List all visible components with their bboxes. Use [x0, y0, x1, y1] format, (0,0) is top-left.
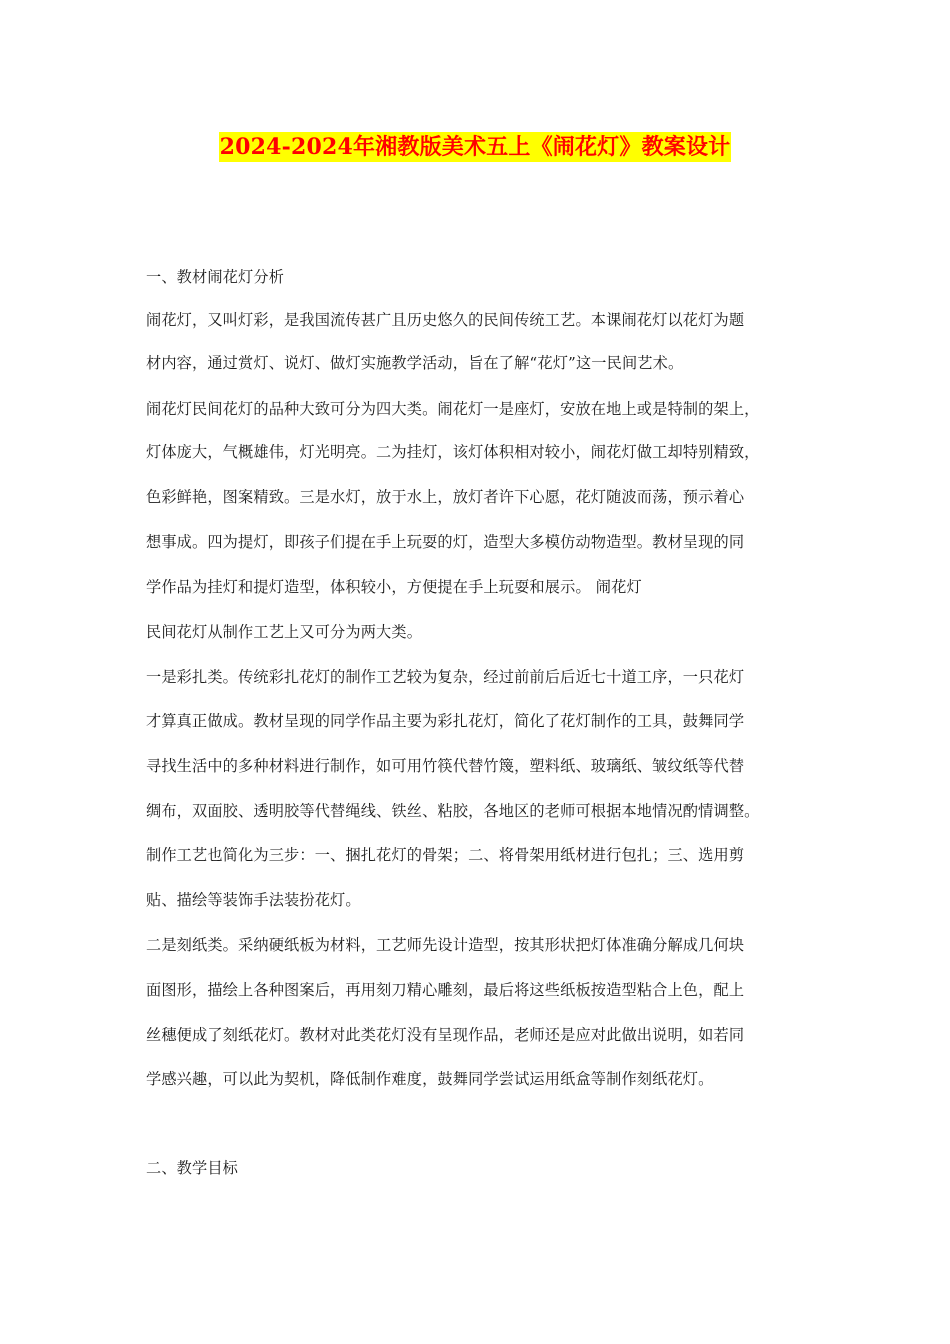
paragraph-line: 民间花灯从制作工艺上又可分为两大类。	[146, 623, 423, 641]
paragraph-line: 想事成。四为提灯，即孩子们提在手上玩耍的灯，造型大多模仿动物造型。教材呈现的同	[146, 533, 745, 551]
paragraph-line: 一是彩扎类。传统彩扎花灯的制作工艺较为复杂，经过前前后后近七十道工序，一只花灯	[146, 668, 745, 686]
paragraph-line: 灯体庞大，气概雄伟，灯光明亮。二为挂灯，该灯体积相对较小，闹花灯做工却特别精致，	[146, 443, 760, 461]
paragraph-line: 色彩鲜艳，图案精致。三是水灯，放于水上，放灯者许下心愿，花灯随波而荡，预示着心	[146, 488, 745, 506]
paragraph-line: 闹花灯，又叫灯彩，是我国流传甚广且历史悠久的民间传统工艺。本课闹花灯以花灯为题	[146, 311, 745, 329]
paragraph-line: 才算真正做成。教材呈现的同学作品主要为彩扎花灯，简化了花灯制作的工具，鼓舞同学	[146, 712, 745, 730]
paragraph-line: 贴、描绘等装饰手法装扮花灯。	[146, 891, 361, 909]
paragraph-line: 闹花灯民间花灯的品种大致可分为四大类。闹花灯一是座灯，安放在地上或是特制的架上，	[146, 400, 760, 418]
paragraph-line: 制作工艺也简化为三步：一、捆扎花灯的骨架；二、将骨架用纸材进行包扎；三、选用剪	[146, 846, 745, 864]
paragraph-line: 学作品为挂灯和提灯造型，体积较小，方便提在手上玩耍和展示。 闹花灯	[146, 578, 642, 596]
paragraph-line: 学感兴趣，可以此为契机，降低制作难度，鼓舞同学尝试运用纸盒等制作刻纸花灯。	[146, 1070, 714, 1088]
paragraph-line: 绸布，双面胶、透明胶等代替绳线、铁丝、粘胶，各地区的老师可根据本地情况酌情调整。	[146, 802, 760, 820]
paragraph-line: 面图形，描绘上各种图案后，再用刻刀精心雕刻，最后将这些纸板按造型粘合上色，配上	[146, 981, 745, 999]
paragraph-line: 二是刻纸类。采纳硬纸板为材料，工艺师先设计造型，按其形状把灯体准确分解成几何块	[146, 936, 745, 954]
paragraph-line: 材内容，通过赏灯、说灯、做灯实施教学活动，旨在了解“花灯”这一民间艺术。	[146, 354, 684, 372]
section-heading: 二、教学目标	[146, 1159, 239, 1177]
title-container	[0, 132, 950, 162]
paragraph-line: 丝穗便成了刻纸花灯。教材对此类花灯没有呈现作品，老师还是应对此做出说明，如若同	[146, 1026, 745, 1044]
document-title: 2024-2024年湘教版美术五上《闹花灯》教案设计	[219, 134, 731, 160]
section-heading: 一、教材闹花灯分析	[146, 268, 285, 286]
paragraph-line: 寻找生活中的多种材料进行制作，如可用竹筷代替竹篾，塑料纸、玻璃纸、皱纹纸等代替	[146, 757, 745, 775]
